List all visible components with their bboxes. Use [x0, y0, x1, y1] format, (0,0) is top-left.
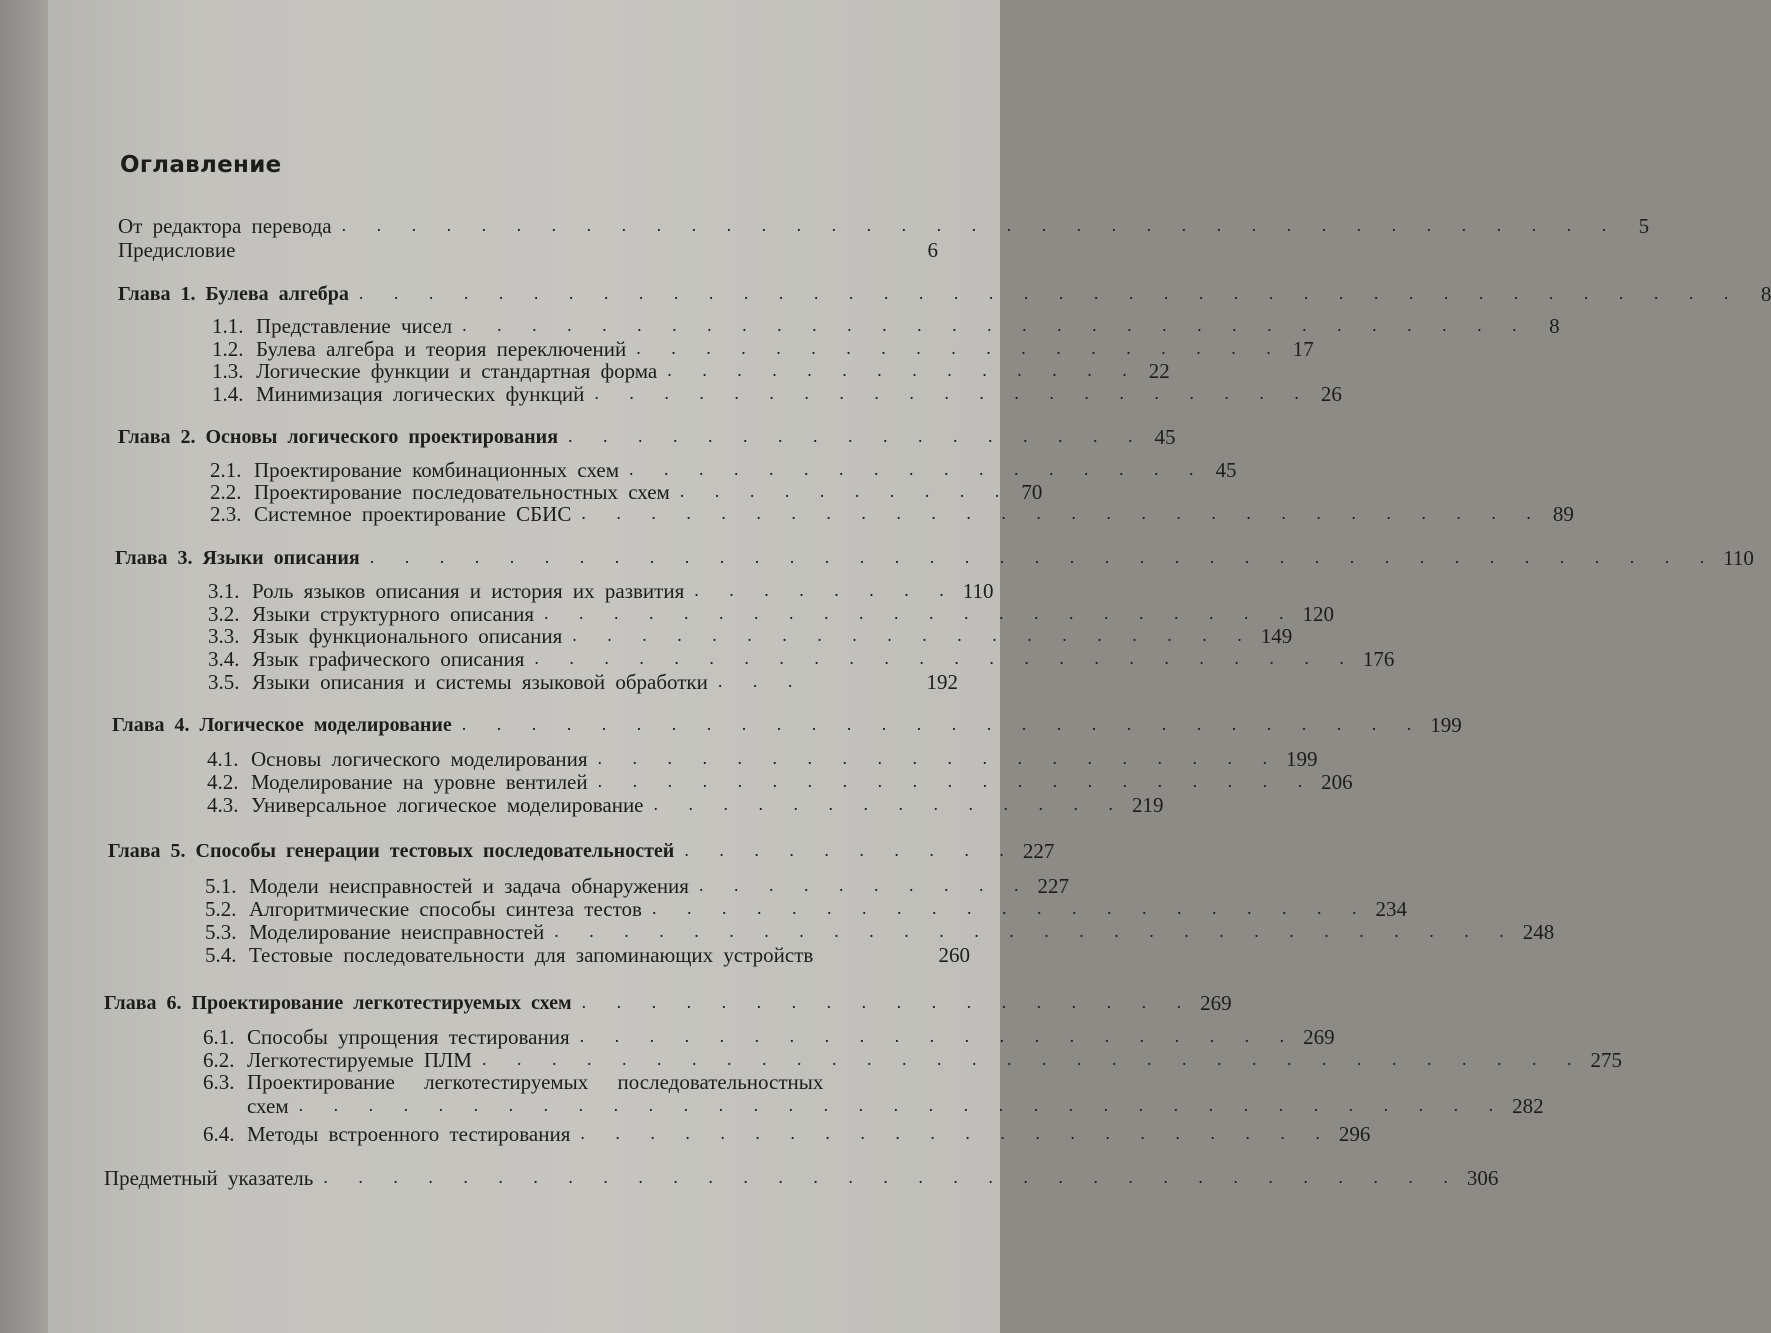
page-number: 306: [1466, 1166, 1499, 1190]
page-number: 5: [1638, 214, 1650, 238]
page-number: 89: [1552, 502, 1574, 526]
toc-section: 3.5. Языки описания и системы языковой обработки . . . 192: [208, 670, 958, 694]
page-number: 149: [1260, 624, 1293, 648]
toc-section: 1.1. Представление чисел . . . . . . . . . . . . . . . . . . . . . . . . . . . . . . . 8: [212, 314, 1560, 338]
toc-section: 3.1. Роль языков описания и история их развития . . . . . . . . 110: [208, 579, 994, 603]
page-number: 269: [1303, 1025, 1335, 1049]
page-number: 176: [1362, 647, 1395, 671]
page-number: 296: [1338, 1122, 1371, 1146]
leader-dots: . . . . . . . . . . . . . . . . . . . . . . . . . . . . . . .: [462, 315, 1530, 335]
toc-chapter: Глава 4. Логическое моделирование . . . . . . . . . . . . . . . . . . . . . . . . . . . . 199: [112, 713, 1462, 737]
leader-dots: . . . . . . . . . . . . . . . . . .: [581, 992, 1195, 1012]
leader-dots: . . . . . . . . . . . . . . . . .: [568, 426, 1146, 446]
page-number: 227: [1022, 839, 1055, 863]
toc-section: 5.1. Модели неисправностей и задача обнаружения . . . . . . . . . . 227: [205, 874, 1069, 898]
page-number: 269: [1200, 991, 1232, 1015]
page-number: 282: [1512, 1094, 1544, 1118]
toc-section: 5.2. Алгоритмические способы синтеза тестов . . . . . . . . . . . . . . . . . . . . . 234: [205, 897, 1407, 921]
page-number: 110: [962, 579, 994, 603]
page-number: 248: [1522, 920, 1555, 944]
toc-heading: Оглавление: [120, 152, 282, 178]
toc-section: 3.3. Язык функционального описания . . . . . . . . . . . . . . . . . . . . 149: [208, 624, 1293, 648]
page-number: 26: [1320, 382, 1342, 406]
toc-section: 1.2. Булева алгебра и теория переключений . . . . . . . . . . . . . . . . . . . 17: [212, 337, 1314, 361]
toc-section: 2.1. Проектирование комбинационных схем . . . . . . . . . . . . . . . . . 45: [210, 458, 1237, 482]
leader-dots: . . . . . . . . . . . . . . . . . . . . .: [579, 1026, 1298, 1046]
leader-dots: . . . . . . . . . .: [679, 481, 1013, 501]
leader-dots: . . . . . . . . . . . . . . . . . . . . .: [597, 771, 1316, 791]
page-number: 110: [1723, 546, 1754, 570]
toc-section: 5.4. Тестовые последовательности для запоминающих устройств 260: [205, 943, 970, 967]
leader-dots: . . . . . . . . . . . . . . . . . . . . .: [594, 383, 1312, 403]
toc-section: 2.2. Проектирование последовательностных схем . . . . . . . . . . 70: [210, 480, 1043, 504]
toc-chapter: Глава 3. Языки описания . . . . . . . . . . . . . . . . . . . . . . . . . . . . . . . . . . . . . . . 110: [115, 546, 1754, 570]
toc-entry-front: От редактора перевода . . . . . . . . . . . . . . . . . . . . . . . . . . . . . . . . . . . . . 5: [118, 214, 1650, 238]
toc-section: 4.3. Универсальное логическое моделирование . . . . . . . . . . . . . . 219: [207, 793, 1164, 817]
leader-dots: . . . . . . . . . . . . . . . . . . . . . . . . . . . . . . . . . . . . . . . .: [358, 283, 1742, 303]
leader-dots: . . . . . . . . . . . . . . . . . . . . . . . . . . . . . . . . .: [323, 1167, 1461, 1187]
page-number: 45: [1215, 458, 1237, 482]
toc-section: 6.1. Способы упрощения тестирования . . . . . . . . . . . . . . . . . . . . . 269: [203, 1025, 1335, 1049]
toc-chapter: Глава 2. Основы логического проектирования . . . . . . . . . . . . . . . . . 45: [118, 425, 1176, 449]
toc-section: 4.1. Основы логического моделирования . . . . . . . . . . . . . . . . . . . . 199: [207, 747, 1318, 771]
toc-chapter: Глава 6. Проектирование легкотестируемых схем . . . . . . . . . . . . . . . . . . 269: [104, 991, 1232, 1015]
leader-dots: . . . . . . . . . . . . . . . . . . . . . . . . . . . . . . . . . . . . .: [341, 215, 1620, 235]
toc-chapter: Глава 1. Булева алгебра . . . . . . . . . . . . . . . . . . . . . . . . . . . . . . . . . . . . . . . . 8: [118, 282, 1771, 306]
toc-entry-front: Предисловие 6: [118, 238, 938, 262]
page-number: 234: [1375, 897, 1407, 921]
leader-dots: . . . . . . . . . . . . . . . . . . . . . . . . . . . . . . . . . . .: [298, 1095, 1507, 1115]
page-number: 70: [1021, 480, 1043, 504]
toc-section: 4.2. Моделирование на уровне вентилей . . . . . . . . . . . . . . . . . . . . . 206: [207, 770, 1353, 794]
leader-dots: . . . . . . . . . . . . . . . . . . . .: [572, 625, 1255, 645]
toc-section: 6.3. Проектирование легкотестируемых последовательностных схем . . . . . . . . . . . . . . . . . . . . . . . . . . . . . . . . . . . 282: [203, 1070, 1544, 1118]
toc-entry-index: Предметный указатель . . . . . . . . . . . . . . . . . . . . . . . . . . . . . . . . . 306: [104, 1166, 1499, 1190]
toc-section: 3.2. Языки структурного описания . . . . . . . . . . . . . . . . . . . . . . 120: [208, 602, 1334, 626]
toc-section: 6.4. Методы встроенного тестирования . . . . . . . . . . . . . . . . . . . . . . 296: [203, 1122, 1371, 1146]
page-number: 22: [1148, 359, 1170, 383]
leader-dots: . . . . . . . . . .: [684, 840, 1017, 860]
leader-dots: . . . . . . . . . . . . . .: [667, 360, 1140, 380]
leader-dots: . . . . . . . . . . . . . . . . . . . . . . . . . . . .: [554, 921, 1517, 941]
toc-chapter: Глава 5. Способы генерации тестовых последовательностей . . . . . . . . . . 227: [108, 839, 1055, 863]
page-number: 8: [1760, 282, 1771, 306]
page-number: 199: [1430, 713, 1462, 737]
leader-dots: . . . . . . . . . .: [698, 875, 1032, 895]
page-number: 199: [1286, 747, 1318, 771]
page-number: 206: [1321, 770, 1353, 794]
leader-dots: . . . . . . . . . . . . . . . . . . . . . . . . . . . . . . . .: [481, 1049, 1585, 1069]
toc-section: 6.2. Легкотестируемые ПЛМ . . . . . . . . . . . . . . . . . . . . . . . . . . . . . . . . 275: [203, 1048, 1622, 1072]
leader-dots: . . . . . . . . . . . . . . . . . . . . . . . . . . . . . . . . . . . . . . .: [369, 547, 1718, 567]
leader-dots: . . . . . . . . . . . . . . . . . . . . . . . . . . . .: [581, 503, 1544, 523]
page-number: 227: [1037, 874, 1069, 898]
leader-dots: . . . . . . . . . . . . . .: [653, 794, 1127, 814]
page-number: 6: [927, 238, 938, 262]
page-number: 120: [1302, 602, 1334, 626]
leader-dots: . . . . . . . . . . . . . . . . . . . . .: [651, 898, 1370, 918]
page-number: 219: [1132, 793, 1164, 817]
toc-section: 2.3. Системное проектирование СБИС . . . . . . . . . . . . . . . . . . . . . . . . . . . . 89: [210, 502, 1574, 526]
leader-dots: . . . . . . . . . . . . . . . . .: [629, 459, 1207, 479]
leader-dots: . . .: [717, 671, 806, 691]
page-number: 260: [938, 943, 970, 967]
page-number: 17: [1292, 337, 1314, 361]
page-number: 275: [1590, 1048, 1622, 1072]
toc-section: 5.3. Моделирование неисправностей . . . . . . . . . . . . . . . . . . . . . . . . . . . . 248: [205, 920, 1555, 944]
leader-dots: . . . . . . . . . . . . . . . . . . . . . . . .: [534, 648, 1357, 668]
leader-dots: . . . . . . . .: [694, 580, 957, 600]
page-number: 192: [926, 670, 958, 694]
toc-section: 1.3. Логические функции и стандартная форма . . . . . . . . . . . . . . 22: [212, 359, 1170, 383]
page-number: 45: [1154, 425, 1176, 449]
toc-section: 1.4. Минимизация логических функций . . . . . . . . . . . . . . . . . . . . . 26: [212, 382, 1342, 406]
leader-dots: . . . . . . . . . . . . . . . . . . . . . .: [580, 1123, 1333, 1143]
leader-dots: . . . . . . . . . . . . . . . . . . . .: [597, 748, 1281, 768]
toc-section: 3.4. Язык графического описания . . . . . . . . . . . . . . . . . . . . . . . . 176: [208, 647, 1395, 671]
leader-dots: . . . . . . . . . . . . . . . . . . . . . .: [544, 603, 1297, 623]
leader-dots: . . . . . . . . . . . . . . . . . . .: [636, 338, 1284, 358]
leader-dots: . . . . . . . . . . . . . . . . . . . . . . . . . . . .: [461, 714, 1425, 734]
bleed-through-text: [320, 10, 940, 190]
page-number: 8: [1549, 314, 1560, 338]
